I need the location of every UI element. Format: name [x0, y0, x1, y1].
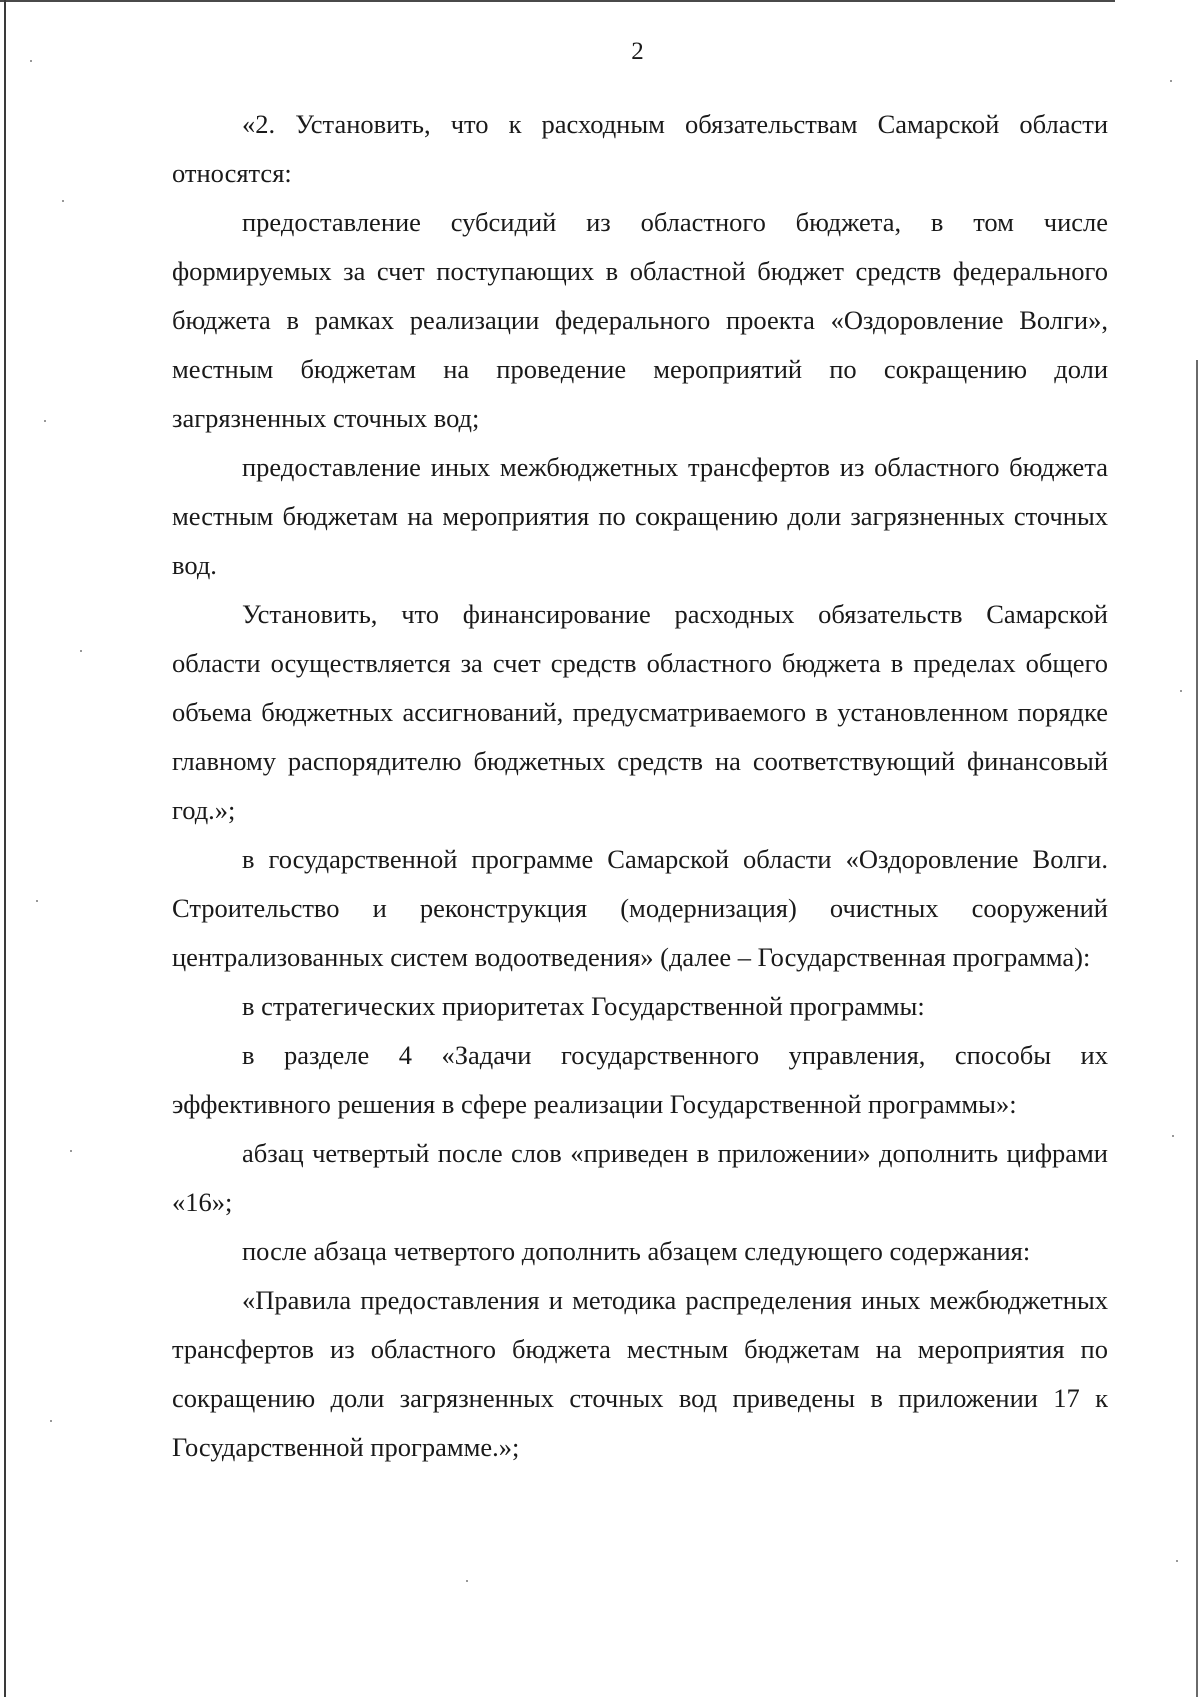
- paragraph: абзац четвертый после слов «приведен в приложении» дополнить цифрами «16»;: [172, 1138, 1108, 1217]
- paragraph: предоставление иных межбюджетных трансфертов из областного бюджета местным бюджетам на мероприятия по сокращению доли загрязненных сточных вод.: [172, 452, 1108, 580]
- scan-speck: [50, 1420, 52, 1422]
- scan-speck: [62, 200, 64, 202]
- paragraph: в государственной программе Самарской области «Оздоровление Волги. Строительство и реконструкция (модернизация) очистных сооружений централизованных систем водоотведения» (далее – Государственная программа):: [172, 844, 1108, 972]
- scan-speck: [1180, 690, 1182, 692]
- paragraph: Установить, что финансирование расходных обязательств Самарской области осуществляется за счет средств областного бюджета в пределах общего объема бюджетных ассигнований, предусматриваемого в установленном порядке главному распорядителю бюджетных средств на соответствующий финансовый год.»;: [172, 599, 1108, 825]
- scan-top-edge: [0, 0, 1115, 2]
- scan-speck: [80, 650, 82, 652]
- scan-speck: [1176, 1560, 1178, 1562]
- scan-speck: [1172, 1135, 1174, 1137]
- scan-right-edge: [1196, 360, 1198, 1697]
- scan-speck: [70, 1150, 72, 1152]
- paragraph: в стратегических приоритетах Государственной программы:: [242, 991, 925, 1021]
- paragraph: в разделе 4 «Задачи государственного управления, способы их эффективного решения в сфере реализации Государственной программы»:: [172, 1040, 1108, 1119]
- paragraph: «2. Установить, что к расходным обязательствам Самарской области относятся:: [172, 109, 1108, 188]
- scan-speck: [36, 900, 38, 902]
- document-body: [172, 100, 1108, 1472]
- page-number: 2: [631, 38, 644, 65]
- scan-speck: [30, 60, 32, 62]
- scan-speck: [1170, 80, 1172, 82]
- paragraph: после абзаца четвертого дополнить абзацем следующего содержания:: [242, 1236, 1031, 1266]
- scan-speck: [44, 420, 46, 422]
- scan-speck: [466, 1580, 468, 1582]
- paragraph: предоставление субсидий из областного бюджета, в том числе формируемых за счет поступающих в областной бюджет средств федерального бюджета в рамках реализации федерального проекта «Оздоровление Волги», местным бюджетам на проведение мероприятий по сокращению доли загрязненных сточных вод;: [172, 207, 1108, 433]
- scan-left-edge: [4, 0, 6, 1697]
- paragraph: «Правила предоставления и методика распределения иных межбюджетных трансфертов из областного бюджета местным бюджетам на мероприятия по сокращению доли загрязненных сточных вод приведены в приложении 17 к Государственной программе.»;: [172, 1285, 1108, 1462]
